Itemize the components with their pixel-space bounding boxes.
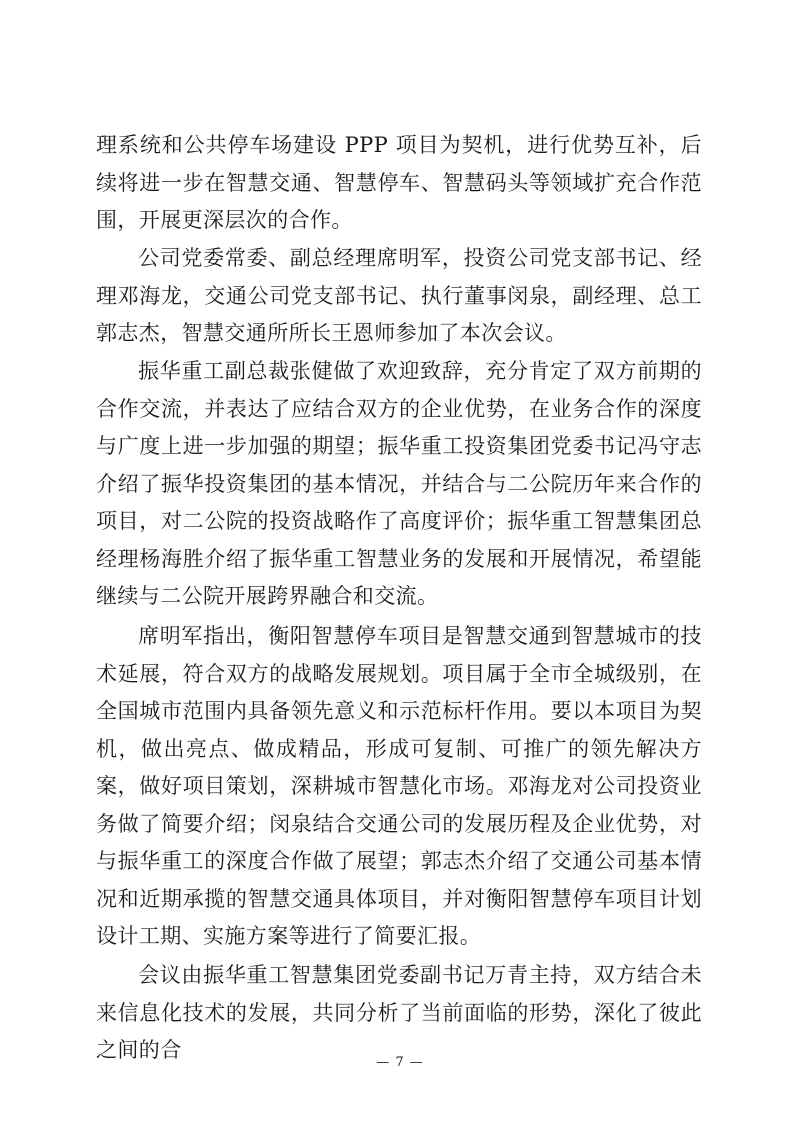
page-number: — 7 — xyxy=(376,1055,424,1070)
paragraph-4: 席明军指出，衡阳智慧停车项目是智慧交通到智慧城市的技术延展，符合双方的战略发展规划。项目属于全市全城级别，在全国城市范围内具备领先意义和示范标杆作用。要以本项目为契机，做出亮点、做成精品，形成可复制、可推广的领先解决方案，做好项目策划，深耕城市智慧化市场。邓海龙对公司投资业务做了简要介绍；闵泉结合交通公司的发展历程及企业优势，对与振华重工的深度合作做了展望；郭志杰介绍了交通公司基本情况和近期承揽的智慧交通具体项目，并对衡阳智慧停车项目计划设计工期、实施方案等进行了简要汇报。 xyxy=(96,624,702,948)
paragraph-2: 公司党委常委、副总经理席明军，投资公司党支部书记、经理邓海龙，交通公司党支部书记、执行董事闵泉，副经理、总工郭志杰，智慧交通所所长王恩师参加了本次会议。 xyxy=(96,246,702,345)
paragraph-1: 理系统和公共停车场建设 PPP 项目为契机，进行优势互补，后续将进一步在智慧交通、智慧停车、智慧码头等领域扩充合作范围，开展更深层次的合作。 xyxy=(96,133,702,232)
paragraph-3: 振华重工副总裁张健做了欢迎致辞，充分肯定了双方前期的合作交流，并表达了应结合双方的企业优势，在业务合作的深度与广度上进一步加强的期望；振华重工投资集团党委书记冯守志介绍了振华投资集团的基本情况，并结合与二公院历年来合作的项目，对二公院的投资战略作了高度评价；振华重工智慧集团总经理杨海胜介绍了振华重工智慧业务的发展和开展情况，希望能继续与二公院开展跨界融合和交流。 xyxy=(96,359,702,608)
paragraph-5: 会议由振华重工智慧集团党委副书记万青主持，双方结合未来信息化技术的发展，共同分析了当前面临的形势，深化了彼此之间的合 xyxy=(96,963,702,1062)
